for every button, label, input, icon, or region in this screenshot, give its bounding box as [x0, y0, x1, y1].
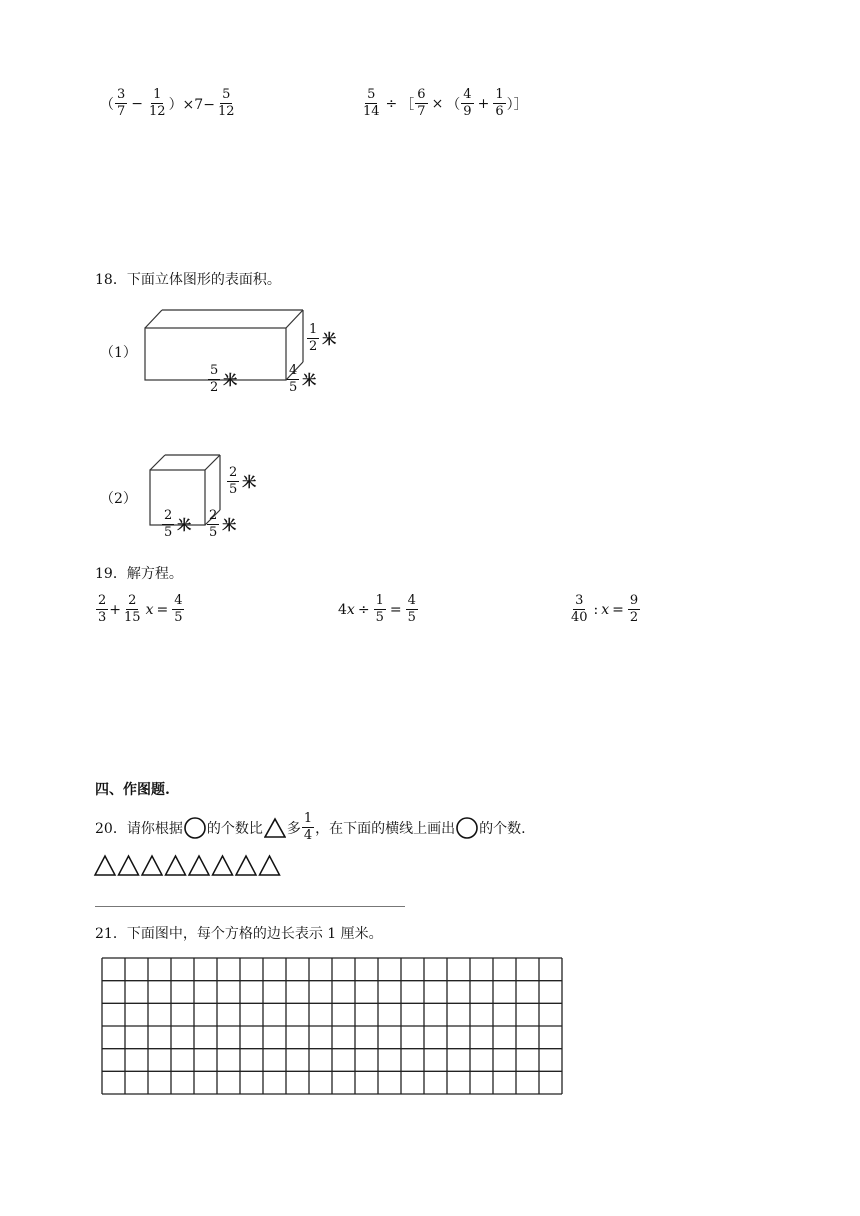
triangle-icon	[189, 856, 209, 875]
triangle-icon	[95, 856, 115, 875]
operator: ）×7−	[168, 96, 215, 113]
square-grid[interactable]	[100, 956, 565, 1098]
operator: ×	[431, 95, 444, 112]
cube-width-label: $\frac{2}{5}$ 米	[209, 508, 237, 540]
q19-title: 19．解方程。	[95, 566, 183, 582]
width-dimension-label: $\frac{4}{5}$ 米	[289, 363, 317, 395]
height-dimension-label: $\frac{1}{2}$ 米	[309, 322, 337, 354]
triangle-icon	[260, 856, 280, 875]
section-heading: 四、作图题.	[95, 782, 170, 798]
q20-prompt: 20．请你根据 的个数比 多 $\frac{1}{4}$ ，在下面的横线上画出 的个数.	[95, 811, 526, 843]
triangle-icon	[142, 856, 162, 875]
cube-length-label: $\frac{2}{5}$ 米	[164, 508, 192, 540]
equation-1: $\frac{2}{3}$ + $\frac{2}{15}$ x = $\frac{4}{5}$	[98, 593, 183, 625]
q21-title: 21．下面图中，每个方格的边长表示 1 厘米。	[95, 926, 383, 942]
equation-2: 4 x ÷ $\frac{1}{5}$ = $\frac{4}{5}$	[338, 593, 416, 625]
length-dimension-label: $\frac{5}{2}$ 米	[210, 363, 238, 395]
fraction: $\frac{1}{12}$	[149, 87, 166, 119]
triangles-row	[93, 854, 293, 878]
operator: −	[131, 95, 144, 112]
triangle-icon	[213, 856, 233, 875]
figure-1-label: （1）	[100, 345, 137, 361]
answer-line[interactable]	[95, 906, 405, 907]
triangle-icon	[166, 856, 186, 875]
operator: ÷	[385, 95, 398, 112]
circle-icon	[456, 817, 478, 839]
fraction: $\frac{3}{7}$	[117, 87, 126, 119]
triangle-icon	[264, 817, 286, 839]
fraction: $\frac{5}{12}$	[217, 87, 235, 119]
q17-expression-1	[100, 88, 237, 119]
bracket: ［	[400, 96, 415, 113]
q18-title: 18．下面立体图形的表面积。	[95, 272, 281, 288]
fraction: $\frac{5}{14}$	[363, 87, 380, 119]
q17-expression-2	[360, 88, 528, 119]
triangle-icon	[236, 856, 256, 875]
circle-icon	[184, 817, 206, 839]
triangle-icon	[119, 856, 139, 875]
operator: +	[477, 95, 490, 112]
equation-3: $\frac{3}{40}$ : x = $\frac{9}{2}$	[571, 593, 639, 625]
fraction: $\frac{1}{6}$	[495, 87, 504, 119]
fraction: $\frac{4}{9}$	[463, 87, 472, 119]
paren: （	[446, 96, 461, 113]
paren: （	[100, 96, 114, 113]
cube-height-label: $\frac{2}{5}$ 米	[229, 465, 257, 497]
figure-2-label: （2）	[100, 491, 137, 507]
bracket: ）］	[506, 96, 528, 113]
fraction: $\frac{6}{7}$	[417, 87, 426, 119]
